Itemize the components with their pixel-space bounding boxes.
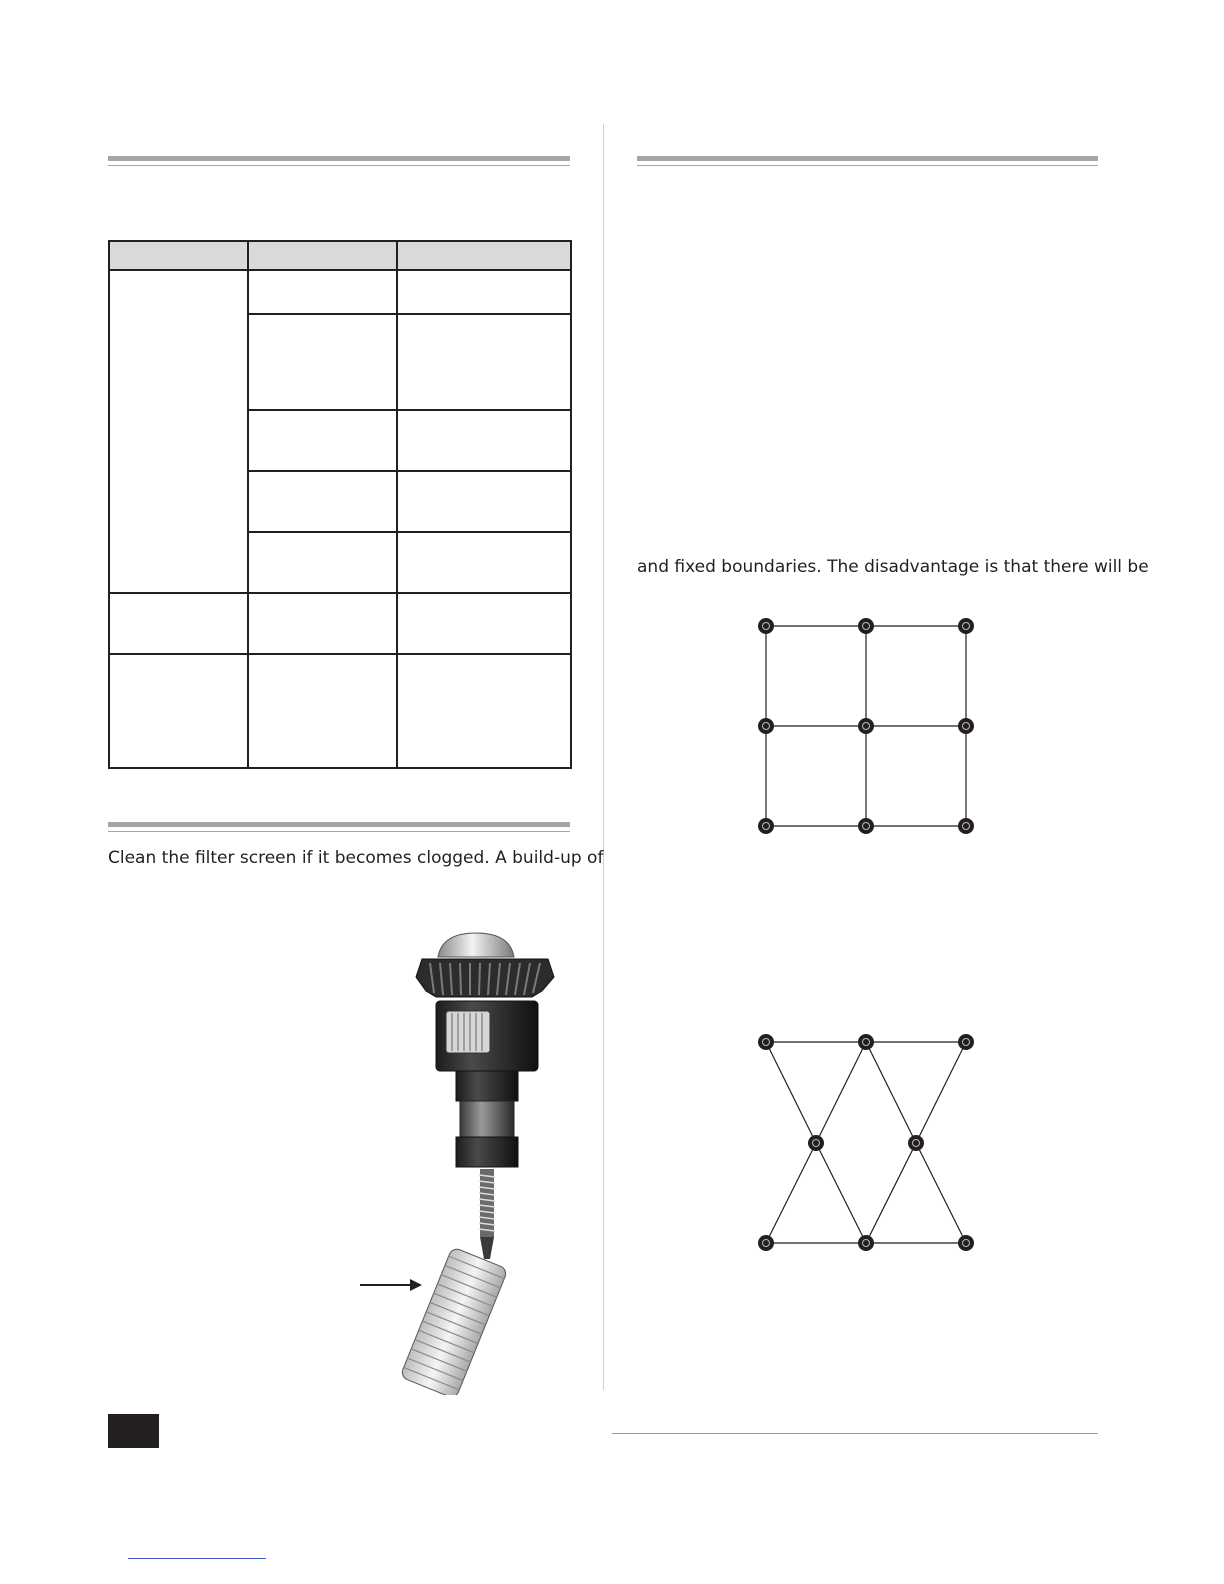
table-cell [248, 532, 397, 593]
section-rule-thick [108, 822, 570, 827]
sprinkler-head-node [858, 618, 874, 634]
footer-rule [612, 1433, 1098, 1434]
sprinkler-head-node [858, 1034, 874, 1050]
sprinkler-head-node [758, 618, 774, 634]
table-row [109, 654, 571, 768]
sprinkler-head-node [858, 1235, 874, 1251]
sprinkler-head-node [758, 1034, 774, 1050]
filter-paragraph-line: Clean the filter screen if it becomes clogged. A build-up of [108, 848, 604, 868]
table-cell [397, 654, 571, 768]
table-header-cell [109, 241, 248, 270]
table-cell [248, 314, 397, 410]
table-cell [397, 410, 571, 471]
sprinkler-head-node [958, 1235, 974, 1251]
section-rule-thin [108, 165, 570, 166]
sprinkler-head-node [908, 1135, 924, 1151]
section-rule-thin [637, 165, 1098, 166]
table-cell [248, 654, 397, 768]
stem-base [456, 1137, 518, 1167]
sprinkler-head-node [958, 618, 974, 634]
table-header-cell [397, 241, 571, 270]
table-cell [109, 654, 248, 768]
stem-collar [460, 1101, 514, 1137]
arrow-head [410, 1279, 422, 1291]
column-divider [603, 124, 604, 1390]
table-cell [109, 593, 248, 654]
link-underline [128, 1558, 266, 1559]
sprinkler-head-node [958, 818, 974, 834]
table-header-row [109, 241, 571, 270]
sprinkler-head-node [758, 718, 774, 734]
table-cell [397, 314, 571, 410]
table-row [109, 270, 571, 314]
table-cell [397, 532, 571, 593]
triangle-grid-lines [766, 1042, 966, 1243]
spacing-paragraph-line: and fixed boundaries. The disadvantage is that there will be [637, 557, 1149, 577]
lower-body [456, 1071, 518, 1101]
table-cell [248, 471, 397, 532]
triangular-spacing-diagram [750, 1027, 982, 1259]
sprinkler-head-node [858, 818, 874, 834]
table-cell [397, 270, 571, 314]
dome-cap [438, 933, 514, 957]
section-rule-thick [108, 156, 570, 161]
table-cell [109, 270, 248, 593]
section-rule-thin [108, 831, 570, 832]
sprinkler-head-node [958, 718, 974, 734]
sprinkler-head-node [758, 818, 774, 834]
table-cell [397, 593, 571, 654]
page-number-box [108, 1414, 159, 1448]
square-spacing-diagram [750, 610, 982, 842]
sprinkler-head-node [958, 1034, 974, 1050]
sprinkler-illustration [350, 925, 565, 1395]
table-cell [248, 410, 397, 471]
table-cell [248, 593, 397, 654]
table-cell [248, 270, 397, 314]
table-row [109, 593, 571, 654]
table-cell [397, 471, 571, 532]
spring [480, 1169, 494, 1237]
sprinkler-head-node [858, 718, 874, 734]
table-header-cell [248, 241, 397, 270]
filter-screen [400, 1247, 508, 1395]
stem-tip [480, 1237, 494, 1259]
troubleshooting-table [108, 240, 572, 769]
sprinkler-head-node [758, 1235, 774, 1251]
sprinkler-head-node [808, 1135, 824, 1151]
section-rule-thick [637, 156, 1098, 161]
